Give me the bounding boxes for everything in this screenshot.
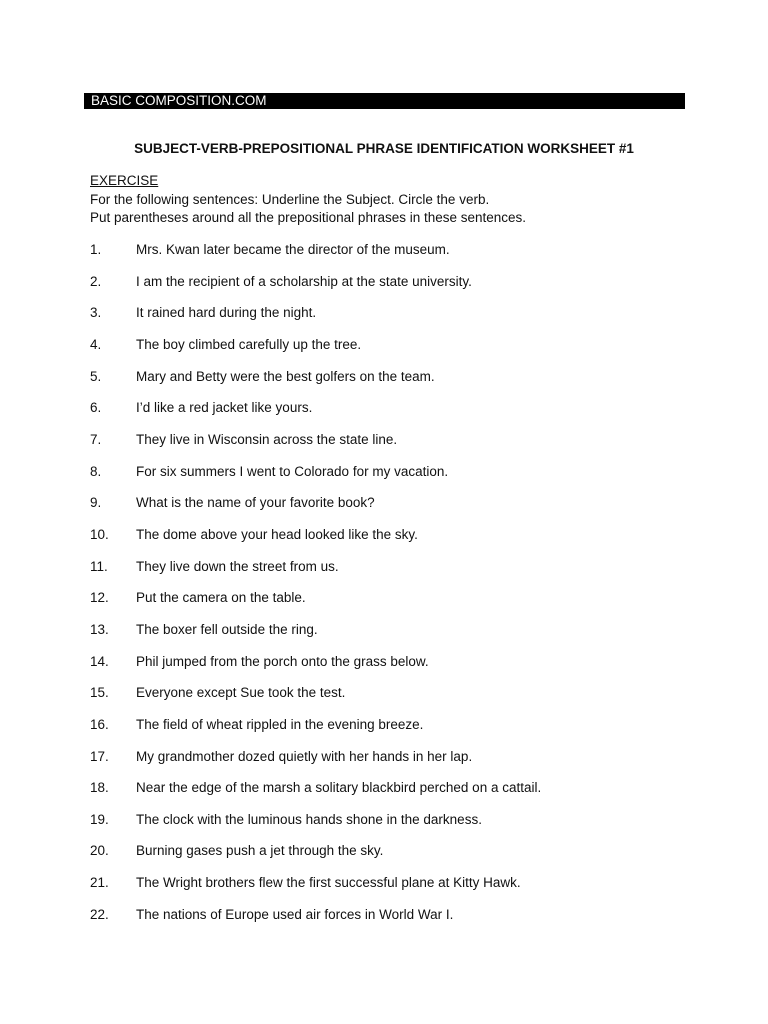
sentence-item (90, 494, 710, 526)
sentence-item (90, 431, 710, 463)
sentence-number: 13. (90, 621, 109, 637)
sentence-item (90, 653, 710, 685)
sentence-item (90, 463, 710, 495)
exercise-heading: EXERCISE (90, 173, 159, 188)
sentence-item (90, 716, 710, 748)
sentence-number: 20. (90, 843, 109, 859)
sentence-text: Burning gases push a jet through the sky. (136, 843, 384, 859)
sentence-item (90, 684, 710, 716)
sentence-list (90, 241, 710, 937)
sentence-number: 15. (90, 685, 109, 701)
sentence-item (90, 748, 710, 780)
sentence-number: 5. (90, 368, 102, 384)
sentence-text: The boxer fell outside the ring. (136, 621, 318, 637)
sentence-number: 6. (90, 400, 102, 416)
sentence-number: 21. (90, 875, 109, 891)
sentence-number: 7. (90, 431, 102, 447)
worksheet-title: SUBJECT-VERB-PREPOSITIONAL PHRASE IDENTIFICATION WORKSHEET #1 (134, 141, 634, 156)
instruction-line: Put parentheses around all the prepositional phrases in these sentences. (90, 210, 527, 225)
sentence-item (90, 874, 710, 906)
sentence-item (90, 906, 710, 938)
sentence-text: Mrs. Kwan later became the director of the museum. (136, 242, 450, 257)
sentence-number: 8. (90, 463, 102, 479)
sentence-number: 2. (90, 273, 102, 289)
sentence-text: The Wright brothers flew the first successful plane at Kitty Hawk. (136, 875, 521, 891)
sentence-number: 12. (90, 590, 109, 606)
sentence-text: They live in Wisconsin across the state line. (136, 431, 398, 447)
instruction-line: For the following sentences: Underline the Subject. Circle the verb. (90, 191, 490, 207)
sentence-number: 3. (90, 305, 102, 321)
sentence-number: 9. (90, 495, 102, 511)
site-label: BASIC COMPOSITION.COM (91, 93, 267, 108)
sentence-item (90, 779, 710, 811)
sentence-text: Put the camera on the table. (136, 590, 306, 606)
sentence-number: 22. (90, 906, 109, 922)
sentence-number: 16. (90, 716, 109, 732)
sentence-number: 19. (90, 811, 109, 827)
sentence-text: They live down the street from us. (136, 558, 339, 574)
sentence-text: The nations of Europe used air forces in World War I. (136, 906, 454, 922)
sentence-text: The boy climbed carefully up the tree. (136, 336, 362, 352)
sentence-number: 10. (90, 526, 109, 542)
sentence-text: The dome above your head looked like the sky. (136, 526, 418, 542)
sentence-text: Near the edge of the marsh a solitary blackbird perched on a cattail. (136, 780, 542, 796)
site-header-bar (84, 93, 685, 109)
sentence-item (90, 558, 710, 590)
exercise-block (90, 172, 526, 228)
sentence-item (90, 399, 710, 431)
sentence-text: Everyone except Sue took the test. (136, 685, 346, 701)
sentence-item (90, 304, 710, 336)
sentence-number: 18. (90, 780, 109, 796)
sentence-item (90, 273, 710, 305)
sentence-item (90, 526, 710, 558)
sentence-number: 14. (90, 653, 109, 669)
sentence-item (90, 589, 710, 621)
sentence-number: 17. (90, 748, 109, 764)
sentence-text: What is the name of your favorite book? (136, 495, 375, 511)
sentence-item (90, 368, 710, 400)
sentence-text: I’d like a red jacket like yours. (136, 400, 313, 416)
sentence-text: The field of wheat rippled in the evening breeze. (136, 716, 424, 732)
sentence-text: The clock with the luminous hands shone in the darkness. (136, 811, 482, 827)
sentence-item (90, 336, 710, 368)
sentence-text: My grandmother dozed quietly with her hands in her lap. (136, 748, 473, 764)
sentence-text: Phil jumped from the porch onto the grass below. (136, 653, 429, 669)
sentence-text: I am the recipient of a scholarship at the state university. (136, 273, 472, 289)
sentence-item (90, 842, 710, 874)
sentence-number: 1. (90, 242, 102, 257)
sentence-item (90, 621, 710, 653)
sentence-item (90, 811, 710, 843)
sentence-item (90, 241, 710, 273)
sentence-text: For six summers I went to Colorado for my vacation. (136, 463, 449, 479)
sentence-text: Mary and Betty were the best golfers on the team. (136, 368, 435, 384)
sentence-number: 11. (90, 558, 108, 574)
sentence-number: 4. (90, 336, 102, 352)
sentence-text: It rained hard during the night. (136, 305, 317, 321)
